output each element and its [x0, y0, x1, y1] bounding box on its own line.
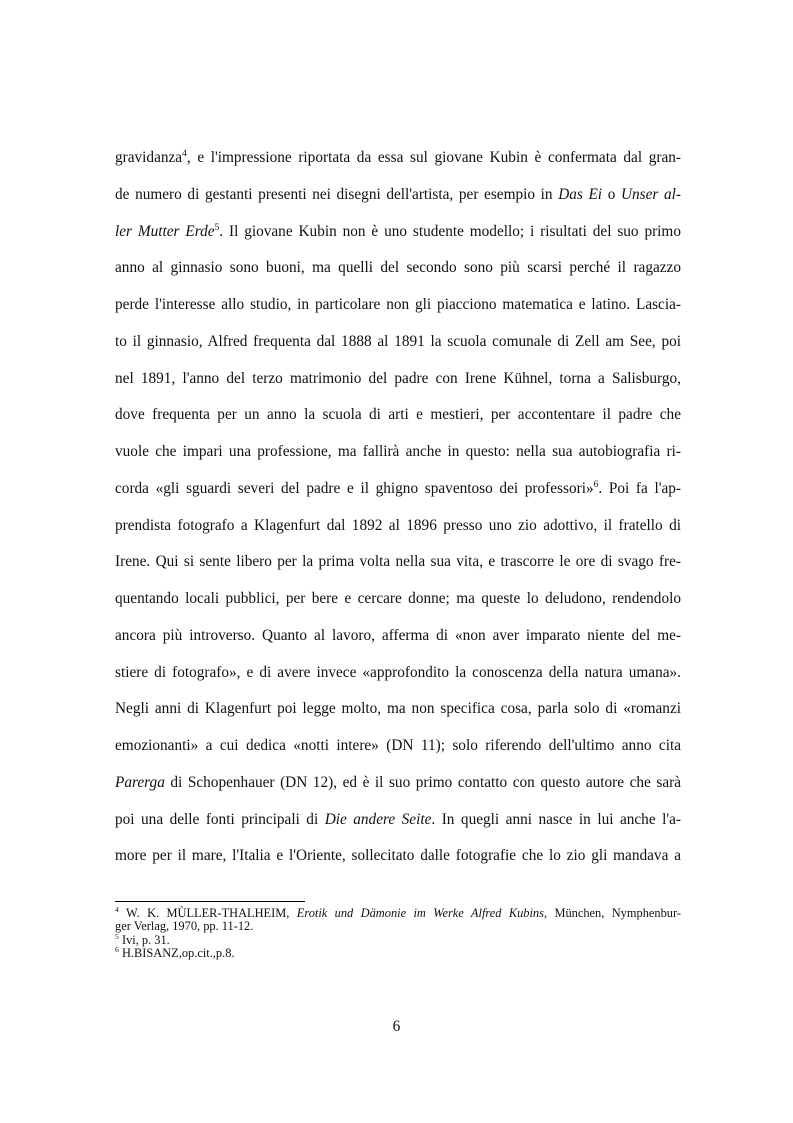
text-run: quentando locali pubblici, per bere e cercare donne; ma queste lo deludono, rendendolo	[115, 590, 681, 607]
text-line	[115, 581, 681, 618]
footnote	[115, 904, 681, 934]
italic-text: Parerga	[115, 773, 165, 791]
footnote-line	[115, 920, 681, 933]
footnote-line	[115, 904, 681, 920]
text-run: to il ginnasio, Alfred frequenta dal 1888 al 1891 la scuola comunale di Zell am See, poi	[115, 332, 681, 350]
text-run: München, Nymphenbur-	[547, 906, 681, 920]
text-run: o	[602, 185, 621, 203]
text-line	[115, 471, 681, 508]
text-run: de numero di gestanti presenti nei disegni dell'artista, per esempio in	[115, 185, 559, 203]
footnote-ref: 5	[214, 222, 220, 233]
text-run: anno al ginnasio sono buoni, ma quelli del secondo sono più scarsi perché il ragazzo	[115, 259, 681, 277]
text-run: dove frequenta per un anno la scuola di arti e mestieri, per accontentare il padre che	[115, 406, 681, 424]
text-line	[115, 838, 681, 875]
text-run: H.BISANZ,op.cit.,p.8.	[118, 945, 235, 960]
text-line	[115, 618, 681, 655]
text-run: more per il mare, l'Italia e l'Oriente, sollecitato dalle fotografie che lo zio gli mandava a	[115, 847, 681, 865]
footnote-separator	[115, 901, 305, 902]
text-line	[115, 691, 681, 728]
text-line	[115, 802, 681, 839]
italic-text: ler Mutter Erde	[115, 222, 215, 240]
italic-text: Das Ei	[558, 185, 603, 203]
text-run: poi una delle fonti principali di	[115, 810, 325, 828]
text-run: nel 1891, l'anno del terzo matrimonio del padre con Irene Kühnel, torna a Salisburgo,	[115, 369, 681, 387]
italic-text: Erotik und Dämonie im Werke Alfred Kubins,	[296, 906, 548, 920]
footnote-line	[115, 944, 681, 960]
text-run: W. K. MÙLLER-THALHEIM,	[118, 906, 297, 920]
text-run: Irene. Qui si sente libero per la prima volta nella sua vita, e trascorre le ore di svago fre-	[115, 553, 681, 571]
text-line	[115, 765, 681, 802]
text-line	[115, 508, 681, 545]
text-line	[115, 177, 681, 214]
text-line	[115, 397, 681, 434]
text-run: Negli anni di Klagenfurt poi legge molto, ma non specifica cosa, parla solo di «romanzi	[115, 700, 681, 718]
text-run: emozionanti» a cui dedica «notti intere» (DN 11); solo riferendo dell'ultimo anno cita	[115, 737, 681, 754]
text-run: corda «gli sguardi severi del padre e il ghigno spaventoso dei professori»	[115, 479, 594, 497]
text-run: ger Verlag, 1970, pp. 11-12.	[115, 919, 254, 934]
text-line	[115, 655, 681, 692]
page-number: 6	[392, 1018, 401, 1035]
footnote-ref: 4	[115, 904, 119, 914]
text-line	[115, 287, 681, 324]
text-run: . In quegli anni nasce in lui anche l'a-	[431, 810, 681, 828]
text-line	[115, 361, 681, 398]
footnote-ref: 4	[182, 148, 187, 159]
footnote-ref: 5	[115, 931, 119, 941]
footnote-line	[115, 931, 681, 947]
footnote	[115, 931, 681, 947]
italic-text: Die andere Seite	[324, 810, 432, 828]
text-line	[115, 728, 681, 765]
footnote	[115, 944, 681, 960]
text-line	[115, 434, 681, 471]
text-run: stiere di fotografo», e di avere invece «approfondito la conoscenza della natura umana».	[115, 663, 681, 681]
text-run: . Il giovane Kubin non è uno studente modello; i risultati del suo primo	[219, 222, 681, 240]
text-line	[115, 140, 681, 177]
text-run: , e l'impressione riportata da essa sul giovane Kubin è confermata dal gran-	[186, 149, 681, 166]
text-run: gravidanza	[115, 149, 183, 166]
text-run: di Schopenhauer (DN 12), ed è il suo primo contatto con questo autore che sarà	[164, 773, 681, 791]
footnote-ref: 6	[593, 479, 599, 490]
body-text	[115, 140, 681, 875]
text-run: Ivi, p. 31.	[118, 932, 170, 947]
text-line	[115, 544, 681, 581]
text-line	[115, 214, 681, 251]
text-line	[115, 324, 681, 361]
text-line	[115, 250, 681, 287]
footnotes	[115, 904, 681, 960]
footnote-ref: 6	[115, 944, 119, 954]
text-run: ancora più introverso. Quanto al lavoro, afferma di «non aver imparato niente del me-	[115, 626, 681, 644]
text-run: vuole che impari una professione, ma fallirà anche in questo: nella sua autobiografia ri-	[115, 443, 681, 460]
text-run: perde l'interesse allo studio, in particolare non gli piacciono matematica e latino. Lascia-	[115, 296, 681, 313]
italic-text: Unser al-	[620, 185, 681, 203]
text-run: . Poi fa l'ap-	[598, 479, 681, 497]
text-run: prendista fotografo a Klagenfurt dal 1892 al 1896 presso uno zio adottivo, il fratello di	[115, 516, 681, 534]
